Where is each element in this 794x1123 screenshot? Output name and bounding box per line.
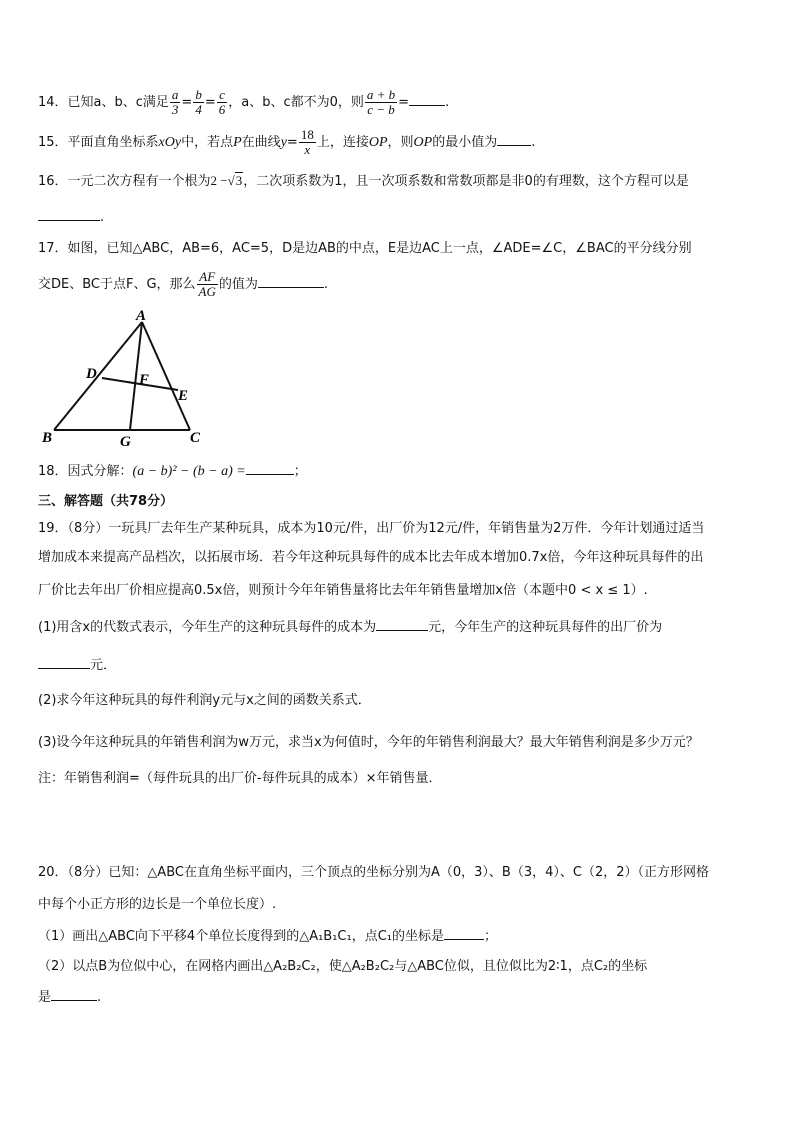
q14-f3-num: c: [217, 88, 228, 103]
q19-line-3: 厂价比去年出厂价相应提高0.5x倍，则预计今年年销售量将比去年年销售量增加x倍（本题中0 < x ≤ 1）.: [38, 583, 648, 598]
q17-fraction: [197, 270, 218, 299]
q20-p1-blank[interactable]: [444, 927, 484, 940]
q17-answer-blank[interactable]: [258, 275, 324, 288]
side-ab: [54, 322, 142, 430]
q14-f4-num: a + b: [366, 87, 396, 102]
q20-p2-text-b: 是: [38, 990, 52, 1005]
q19-p1-blank-1[interactable]: [376, 618, 428, 631]
q15-op-1: OP: [368, 135, 388, 150]
q20-p2-blank[interactable]: [51, 988, 97, 1001]
q14-text-2: ，a、b、c都不为0，则: [228, 95, 364, 110]
q16-sqrt-sign: √: [227, 173, 235, 188]
q20-p1-semicolon: ；: [484, 929, 498, 944]
q19-line-1: 19．（8分）一玩具厂去年生产某种玩具，成本为10元/件，出厂价为12元/件，年销售量为2万件．今年计划通过适当: [38, 521, 705, 536]
q15-point-p: P: [233, 135, 242, 150]
q16-line-2: [38, 208, 104, 227]
q17-f-num: AF: [197, 270, 218, 285]
q17-line-2: [38, 270, 328, 299]
label-c: C: [190, 430, 201, 446]
section-title-answers: 三、解答题（共78分）: [38, 494, 174, 509]
label-e: E: [178, 388, 189, 404]
q15-text-2: 中，若点: [181, 135, 234, 150]
q14-f1-den: 3: [171, 102, 179, 117]
side-ac: [142, 322, 190, 430]
q14-eq-3: =: [398, 95, 410, 110]
q19-p1-text-a: (1)用含x的代数式表示，今年生产的这种玩具每件的成本为: [38, 620, 377, 635]
q15-text-3: 在曲线: [241, 135, 281, 150]
q15-text-5: 上，连接: [316, 135, 369, 150]
q19-p1-blank-2[interactable]: [38, 656, 90, 669]
q19-part-1: [38, 618, 662, 637]
q15-period: .: [531, 135, 536, 150]
q17-period: .: [323, 277, 329, 292]
q20-line-1: 20．（8分）已知：△ABC在直角坐标平面内，三个顶点的坐标分别为A（0，3）、B（3，4）、C（2，2）（正方形网格: [38, 865, 709, 880]
q20-line-2: 中每个小正方形的边长是一个单位长度）.: [38, 897, 277, 912]
q15-text-6: ，则: [387, 135, 414, 150]
q16-answer-blank[interactable]: [38, 208, 100, 221]
q17-triangle-figure: [38, 304, 218, 452]
q16-text-2: ，二次项系数为1，且一次项系数和常数项都是非0的有理数，这个方程可以是: [243, 174, 689, 189]
q19-line-2: 增加成本来提高产品档次，以拓展市场．若今年这种玩具每件的成本比去年成本增加0.7x倍，今年这种玩具每件的出: [38, 550, 704, 565]
q18-line: [38, 462, 307, 481]
q14-answer-blank[interactable]: [409, 93, 445, 106]
q14-fraction-b4: [193, 88, 204, 117]
q16-text-1: 16．一元二次方程有一个根为: [38, 174, 211, 189]
q18-answer-blank[interactable]: [246, 462, 294, 475]
q19-part-1-cont: [38, 656, 116, 675]
label-f: F: [139, 372, 150, 388]
q15-xoy: xOy: [158, 135, 182, 150]
label-d: D: [86, 366, 97, 382]
q14-fraction-c6: [217, 88, 228, 117]
q14-f4-den: c − b: [367, 102, 395, 117]
q20-part-2-cont: [38, 988, 101, 1007]
q14-f2-num: b: [195, 87, 202, 102]
q19-p1-text-c: 元．: [90, 658, 117, 673]
q16-period: .: [100, 210, 105, 225]
q20-p2-period: .: [97, 990, 102, 1005]
q14-eq-1: =: [181, 95, 193, 110]
q15-f-num: 18: [300, 127, 314, 142]
q15-fraction: [299, 128, 316, 157]
q15-line: [38, 128, 535, 157]
q16-root: [211, 172, 244, 188]
q15-eq: =: [286, 135, 298, 150]
q18-semicolon: ；: [293, 464, 307, 479]
q17-text-2: 的值为: [218, 277, 258, 292]
q18-text-1: 18．因式分解：: [38, 464, 133, 479]
q17-f-den: AG: [198, 284, 216, 299]
q17-line-1: 17．如图，已知△ABC，AB=6，AC=5，D是边AB的中点，E是边AC上一点，∠ADE=∠C，∠BAC的平分线分别: [38, 241, 692, 256]
q20-p1-text: （1）画出△ABC向下平移4个单位长度得到的△A₁B₁C₁，点C₁的坐标是: [38, 929, 445, 944]
q14-text-1: 14．已知a、b、c满足: [38, 95, 169, 110]
label-a: A: [136, 308, 147, 324]
q15-y: y: [280, 135, 287, 150]
q14-f2-den: 4: [195, 102, 202, 117]
q15-op-2: OP: [413, 135, 433, 150]
q20-part-2: （2）以点B为位似中心，在网格内画出△A₂B₂C₂，使△A₂B₂C₂与△ABC位似，且位似比为2∶1，点C₂的坐标: [38, 959, 648, 974]
q16-line-1: [38, 172, 689, 191]
q15-text-1: 15．平面直角坐标系: [38, 135, 159, 150]
q20-part-1: [38, 927, 497, 946]
q15-answer-blank[interactable]: [497, 133, 531, 146]
q14-fraction-a3: [170, 88, 181, 117]
q16-radicand: 3: [235, 173, 243, 188]
q14-period: .: [445, 95, 450, 110]
q14-f3-den: 6: [218, 102, 226, 117]
q14-eq-2: =: [204, 95, 216, 110]
q19-part-3: (3)设今年这种玩具的年销售利润为w万元，求当x为何值时，今年的年销售利润最大？最大年销售利润是多少万元？: [38, 735, 699, 750]
q14-line: [38, 88, 449, 117]
label-g: G: [120, 434, 131, 450]
q18-expression: (a − b)² − (b − a) =: [132, 464, 246, 479]
q16-root-a: 2 −: [210, 173, 228, 188]
q19-part-2: (2)求今年这种玩具的每件利润y元与x之间的函数关系式．: [38, 693, 371, 708]
q15-f-den: x: [304, 142, 311, 157]
label-b: B: [42, 430, 53, 446]
q14-fraction-sum: [365, 88, 397, 117]
q15-text-7: 的最小值为: [432, 135, 498, 150]
q19-p1-text-b: 元，今年生产的这种玩具每件的出厂价为: [428, 620, 663, 635]
q14-f1-num: a: [171, 87, 179, 102]
q19-note: 注：年销售利润=（每件玩具的出厂价-每件玩具的成本）×年销售量．: [38, 771, 442, 786]
q17-text-1: 交DE、BC于点F、G，那么: [38, 277, 196, 292]
